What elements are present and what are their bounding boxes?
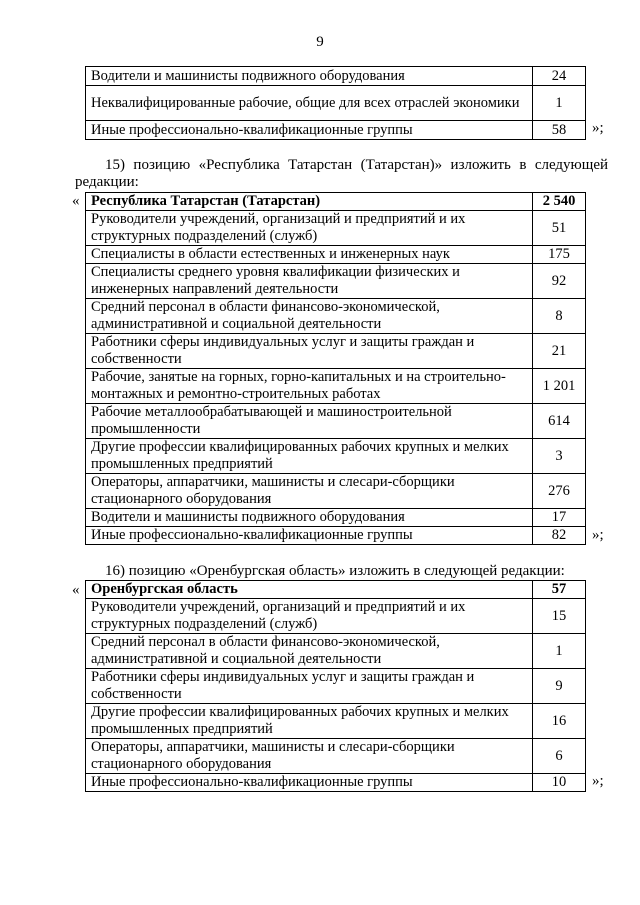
table-row — [86, 634, 586, 669]
row-label: Рабочие, занятые на горных, горно-капитальных и на строительно-монтажных и ремонтно-строительных работах — [86, 369, 533, 404]
row-value: 1 201 — [533, 369, 586, 404]
row-value: 21 — [533, 334, 586, 369]
table-row — [86, 86, 586, 121]
row-label: Иные профессионально-квалификационные группы — [86, 121, 533, 140]
table-header-row — [86, 193, 586, 211]
row-value: 10 — [533, 774, 586, 792]
row-label: Иные профессионально-квалификационные группы — [86, 527, 533, 545]
row-value: 614 — [533, 404, 586, 439]
row-label: Специалисты в области естественных и инженерных наук — [86, 246, 533, 264]
row-label: Рабочие металлообрабатывающей и машиностроительной промышленности — [86, 404, 533, 439]
table-row — [86, 599, 586, 634]
table-row — [86, 67, 586, 86]
row-label: Средний персонал в области финансово-экономической, административной и социальной деятельности — [86, 634, 533, 669]
row-label: Специалисты среднего уровня квалификации физических и инженерных направлений деятельности — [86, 264, 533, 299]
table-row — [86, 211, 586, 246]
table-row — [86, 299, 586, 334]
closing-quote: »; — [592, 773, 604, 789]
table-row — [86, 774, 586, 792]
row-label: Работники сферы индивидуальных услуг и защиты граждан и собственности — [86, 669, 533, 704]
row-label: Водители и машинисты подвижного оборудования — [86, 67, 533, 86]
table-row — [86, 474, 586, 509]
row-value: 3 — [533, 439, 586, 474]
row-label: Водители и машинисты подвижного оборудования — [86, 509, 533, 527]
row-value: 15 — [533, 599, 586, 634]
row-value: 16 — [533, 704, 586, 739]
paragraph-15-line2: редакции: — [75, 174, 139, 190]
region-total: 57 — [533, 581, 586, 599]
table-row — [86, 527, 586, 545]
row-value: 175 — [533, 246, 586, 264]
closing-quote: »; — [592, 120, 604, 136]
region-total: 2 540 — [533, 193, 586, 211]
paragraph-15-line1: 15) позицию «Республика Татарстан (Татарстан)» изложить в следующей — [105, 157, 608, 173]
page-number: 9 — [316, 34, 324, 50]
table-row — [86, 334, 586, 369]
row-value: 1 — [533, 86, 586, 121]
opening-quote: « — [72, 582, 80, 598]
table-row — [86, 669, 586, 704]
row-value: 8 — [533, 299, 586, 334]
row-label: Руководители учреждений, организаций и предприятий и их структурных подразделений (служб) — [86, 211, 533, 246]
row-value: 6 — [533, 739, 586, 774]
table-tatarstan — [85, 192, 586, 545]
row-label: Операторы, аппаратчики, машинисты и слесари-сборщики стационарного оборудования — [86, 739, 533, 774]
paragraph-15 — [75, 157, 608, 191]
table-row — [86, 264, 586, 299]
table-row — [86, 246, 586, 264]
table-row — [86, 369, 586, 404]
region-name: Оренбургская область — [86, 581, 533, 599]
row-label: Работники сферы индивидуальных услуг и защиты граждан и собственности — [86, 334, 533, 369]
row-label: Иные профессионально-квалификационные группы — [86, 774, 533, 792]
closing-quote: »; — [592, 527, 604, 543]
row-label: Руководители учреждений, организаций и предприятий и их структурных подразделений (служб) — [86, 599, 533, 634]
row-value: 58 — [533, 121, 586, 140]
row-label: Операторы, аппаратчики, машинисты и слесари-сборщики стационарного оборудования — [86, 474, 533, 509]
row-value: 24 — [533, 67, 586, 86]
table-row — [86, 121, 586, 140]
table-header-row — [86, 581, 586, 599]
row-label: Неквалифицированные рабочие, общие для всех отраслей экономики — [86, 86, 533, 121]
row-value: 9 — [533, 669, 586, 704]
table-row — [86, 439, 586, 474]
row-value: 17 — [533, 509, 586, 527]
row-value: 92 — [533, 264, 586, 299]
paragraph-16: 16) позицию «Оренбургская область» изложить в следующей редакции: — [105, 563, 565, 579]
row-label: Другие профессии квалифицированных рабочих крупных и мелких промышленных предприятий — [86, 439, 533, 474]
row-value: 51 — [533, 211, 586, 246]
table-row — [86, 704, 586, 739]
opening-quote: « — [72, 193, 80, 209]
row-label: Средний персонал в области финансово-экономической, административной и социальной деятельности — [86, 299, 533, 334]
table-continuation — [85, 66, 586, 140]
table-orenburg — [85, 580, 586, 792]
table-row — [86, 739, 586, 774]
row-value: 276 — [533, 474, 586, 509]
table-row — [86, 404, 586, 439]
row-value: 1 — [533, 634, 586, 669]
table-row — [86, 509, 586, 527]
row-label: Другие профессии квалифицированных рабочих крупных и мелких промышленных предприятий — [86, 704, 533, 739]
row-value: 82 — [533, 527, 586, 545]
region-name: Республика Татарстан (Татарстан) — [86, 193, 533, 211]
